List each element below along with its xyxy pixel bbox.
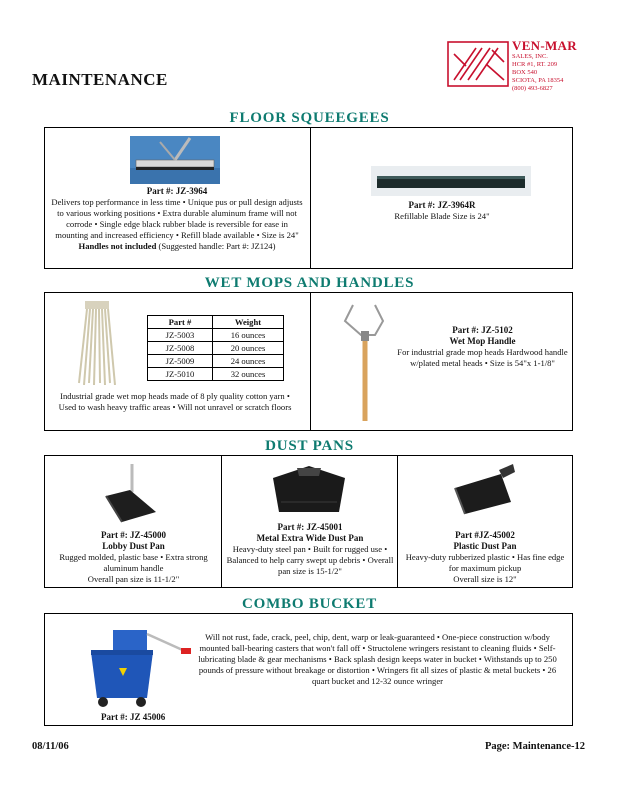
divider	[221, 456, 222, 587]
table-header-row	[148, 316, 284, 329]
part-number: Part #: JZ-5102	[452, 325, 513, 335]
company-name: VEN-MAR	[512, 38, 577, 53]
part-number: Part #: JZ-3964R	[408, 200, 476, 210]
divider	[397, 456, 398, 587]
squeegees-box	[44, 127, 573, 269]
mop-handle-item	[395, 325, 570, 369]
part-number: Part #: JZ-45000	[101, 530, 166, 540]
footer-date: 08/11/06	[32, 741, 69, 752]
product-description: Delivers top performance in less time • Unique pus or pull design adjusts to various working positions • Extra durable aluminum frame will not corrode • Single edge black rubber blade is reversible for ease in mounting and increased efficiency • Refill blade available • Size is 24"	[51, 197, 303, 240]
lobby-dust-pan-image	[100, 462, 162, 524]
divider	[310, 128, 311, 268]
squeegee-item	[51, 186, 303, 252]
dust-pan-item-3	[401, 530, 569, 585]
refill-blade-image	[371, 166, 531, 196]
product-description: Heavy-duty steel pan • Built for rugged use • Balanced to help carry swept up debris • Overall pan size is 15-1/2"	[226, 544, 394, 576]
table-row: JZ-5009 24 ounces	[148, 355, 284, 368]
product-name: Wet Mop Handle	[449, 336, 516, 346]
refill-blade-item	[317, 200, 567, 222]
product-name: Lobby Dust Pan	[102, 541, 165, 551]
mops-box	[44, 292, 573, 431]
section-title-mops: WET MOPS AND HANDLES	[204, 275, 415, 291]
product-description: Heavy-duty rubberized plastic • Has fine edge for maximum pickup	[405, 552, 565, 573]
dustpans-box	[44, 455, 573, 588]
section-title-dustpans: DUST PANS	[265, 438, 354, 454]
combo-description: Will not rust, fade, crack, peel, chip, dent, warp or leak-guaranteed • One-piece construction w/body mounted ball-bearing casters that won't fall off • Structolene wringers resistant to cleaning fluids • Self-lubricating blade & gear mechanisms • Back splash design keeps water in bucket • Withstands up to 250 pounds of pressure without breakage or distortion • Wringers fit all sizes of plastic & metal buckets • 26 quart bucket and 12-32 ounce wringer	[198, 632, 557, 686]
product-description: Rugged molded, plastic base • Extra strong aluminum handle	[59, 552, 208, 573]
company-logo-icon	[446, 40, 510, 88]
metal-dust-pan-image	[269, 462, 349, 518]
section-title-combo: COMBO BUCKET	[241, 596, 378, 612]
plastic-dust-pan-image	[449, 462, 519, 518]
product-name: Plastic Dust Pan	[453, 541, 517, 551]
part-number: Part #: JZ-3964	[146, 186, 208, 196]
table-row: JZ-5003 16 ounces	[148, 329, 284, 342]
mop-head-image	[75, 301, 119, 385]
product-size: Overall pan size is 11-1/2"	[87, 574, 180, 584]
combo-box	[44, 613, 573, 726]
part-number: Part #: JZ-45001	[277, 522, 343, 532]
divider	[310, 293, 311, 430]
part-number: Part #JZ-45002	[455, 530, 515, 540]
footer-page: Page: Maintenance-12	[484, 741, 585, 752]
table-row: JZ-5010 32 ounces	[148, 368, 284, 381]
mop-weight-table	[147, 315, 284, 381]
combo-bucket-image	[83, 622, 193, 710]
product-description: For industrial grade mop heads Hardwood handle w/plated metal heads • Size is 54"x 1-1/8"	[397, 347, 568, 368]
dust-pan-item-1	[48, 530, 219, 585]
squeegee-image	[130, 136, 220, 184]
page-title: MAINTENANCE	[32, 70, 168, 89]
mop-handle-image	[335, 301, 395, 423]
product-description: Refillable Blade Size is 24"	[394, 211, 490, 221]
company-address: SALES, INC. HCR #1, RT. 209 BOX 540 SCIOTA, PA 18354 (800) 493-6827	[512, 53, 564, 92]
table-row: JZ-5008 20 ounces	[148, 342, 284, 355]
section-title-squeegees: FLOOR SQUEEGEES	[229, 110, 390, 126]
product-name: Metal Extra Wide Dust Pan	[256, 533, 364, 543]
column-header: Weight	[213, 316, 284, 329]
handle-note: Handles not included (Suggested handle: Part #: JZ124)	[78, 241, 276, 251]
dust-pan-item-2	[225, 522, 395, 577]
mop-head-description: Industrial grade wet mop heads made of 8 ply quality cotton yarn • Used to wash heavy traffic areas • Will not unravel or scratch floors	[58, 391, 292, 412]
part-number: Part #: JZ 45006	[101, 712, 166, 722]
column-header: Part #	[148, 316, 213, 329]
product-size: Overall size is 12"	[453, 574, 517, 584]
